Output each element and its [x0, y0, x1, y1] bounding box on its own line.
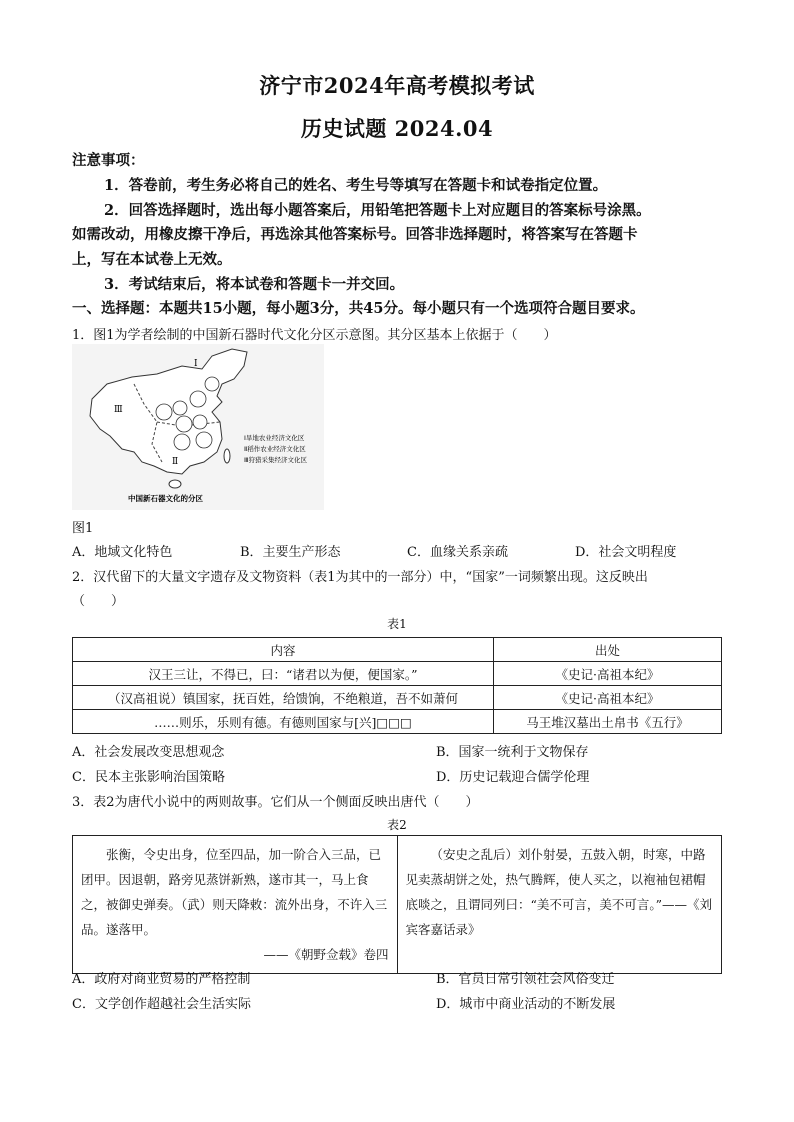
notes-heading: 注意事项： — [72, 152, 145, 169]
table-cell — [397, 836, 722, 974]
q1-option-b[interactable]: B．主要生产形态 — [240, 545, 341, 560]
table-1-title: 表1 — [387, 617, 407, 631]
table-cell: 汉王三让，不得已，曰：“诸君以为便，便国家。” — [73, 662, 494, 686]
q2-option-d[interactable]: D．历史记载迎合儒学伦理 — [436, 770, 590, 785]
notes-item-2-line-2: 如需改动，用橡皮擦干净后，再选涂其他答案标号。回答非选择题时，将答案写在答题卡 — [72, 226, 638, 243]
page-title: 济宁市2024年高考模拟考试 — [259, 73, 535, 98]
map-legend-item: Ⅲ狩猎采集经济文化区 — [244, 456, 307, 464]
q2-stem-line-2: （ ） — [72, 594, 125, 609]
map-region-label: Ⅰ — [194, 359, 198, 369]
q3-option-a[interactable]: A．政府对商业贸易的严格控制 — [72, 972, 251, 987]
q2-option-b[interactable]: B．国家一统利于文物保存 — [436, 745, 589, 760]
q2-stem-line-1: 2．汉代留下的大量文字遗存及文物资料（表1为其中的一部分）中，“国家”一词频繁出现。这反映出 — [72, 570, 648, 585]
story-text: （安史之乱后）刘仆射晏，五鼓入朝，时寒，中路见卖蒸胡饼之处，热气腾辉，使人买之，以袍袖包裙帽底啖之，且谓同列曰：“美不可言，美不可言。”——《刘宾客嘉话录》 — [405, 847, 713, 937]
notes-item-2-line-3: 上，写在本试卷上无效。 — [72, 251, 232, 268]
section-heading: 一、选择题：本题共15小题，每小题3分，共45分。每小题只有一个选项符合题目要求。 — [72, 300, 645, 317]
taiwan-island — [224, 449, 230, 463]
q3-stem: 3．表2为唐代小说中的两则故事。它们从一个侧面反映出唐代（ ） — [72, 795, 479, 810]
map-caption: 中国新石器文化的分区 — [128, 494, 203, 503]
q1-option-d[interactable]: D．社会文明程度 — [575, 545, 677, 560]
notes-item-1: 1．答卷前，考生务必将自己的姓名、考生号等填写在答题卡和试卷指定位置。 — [104, 177, 608, 194]
notes-item-2-line-1: 2．回答选择题时，选出每小题答案后，用铅笔把答题卡上对应题目的答案标号涂黑。 — [104, 202, 651, 219]
table-header-row — [73, 638, 722, 662]
table-cell: 《史记·高祖本纪》 — [494, 662, 722, 686]
map-region-label: Ⅱ — [172, 457, 179, 467]
table-2 — [72, 835, 722, 974]
map-legend-item: Ⅰ旱地农业经济文化区 — [244, 434, 305, 442]
table-cell: 《史记·高祖本纪》 — [494, 686, 722, 710]
q3-option-d[interactable]: D．城市中商业活动的不断发展 — [436, 997, 616, 1012]
table-cell: ……则乐，乐则有德。有德则国家与[兴]□□□ — [73, 710, 494, 734]
q3-option-b[interactable]: B．官员日常引领社会风俗变迁 — [436, 972, 615, 987]
map-legend-item: Ⅱ稻作农业经济文化区 — [244, 445, 306, 453]
table-row — [73, 836, 722, 974]
table-cell: （汉高祖说）镇国家，抚百姓，给馈饷，不绝粮道，吾不如萧何 — [73, 686, 494, 710]
neolithic-culture-map — [72, 344, 324, 510]
q1-option-a[interactable]: A．地域文化特色 — [72, 545, 173, 560]
table-row — [73, 710, 722, 734]
story-source: ——《朝野佥载》卷四 — [263, 947, 389, 962]
table-header-cell: 出处 — [494, 638, 722, 662]
table-1 — [72, 637, 722, 734]
table-2-title: 表2 — [387, 818, 407, 832]
figure-1-label: 图1 — [72, 521, 94, 536]
table-cell — [73, 836, 398, 974]
q2-option-c[interactable]: C．民本主张影响治国策略 — [72, 770, 225, 785]
map-region-label: Ⅲ — [114, 405, 123, 415]
table-row — [73, 662, 722, 686]
q2-option-a[interactable]: A．社会发展改变思想观念 — [72, 745, 225, 760]
q1-option-c[interactable]: C．血缘关系亲疏 — [407, 545, 508, 560]
story-text: 张衡，令史出身，位至四品，加一阶合入三品，已团甲。因退朝，路旁见蒸饼新熟，遂市其一，马上食之，被御史弹奏。（武）则天降敕：流外出身，不许入三品。遂落甲。 — [81, 847, 388, 937]
table-cell: 马王堆汉墓出土帛书《五行》 — [494, 710, 722, 734]
notes-item-3: 3．考试结束后，将本试卷和答题卡一并交回。 — [104, 276, 405, 293]
q3-option-c[interactable]: C．文学创作超越社会生活实际 — [72, 997, 251, 1012]
table-header-cell: 内容 — [73, 638, 494, 662]
q1-stem: 1．图1为学者绘制的中国新石器时代文化分区示意图。其分区基本上依据于（ ） — [72, 328, 557, 343]
table-row — [73, 686, 722, 710]
page-subtitle: 历史试题 2024.04 — [300, 116, 494, 141]
hainan-island — [169, 480, 181, 488]
